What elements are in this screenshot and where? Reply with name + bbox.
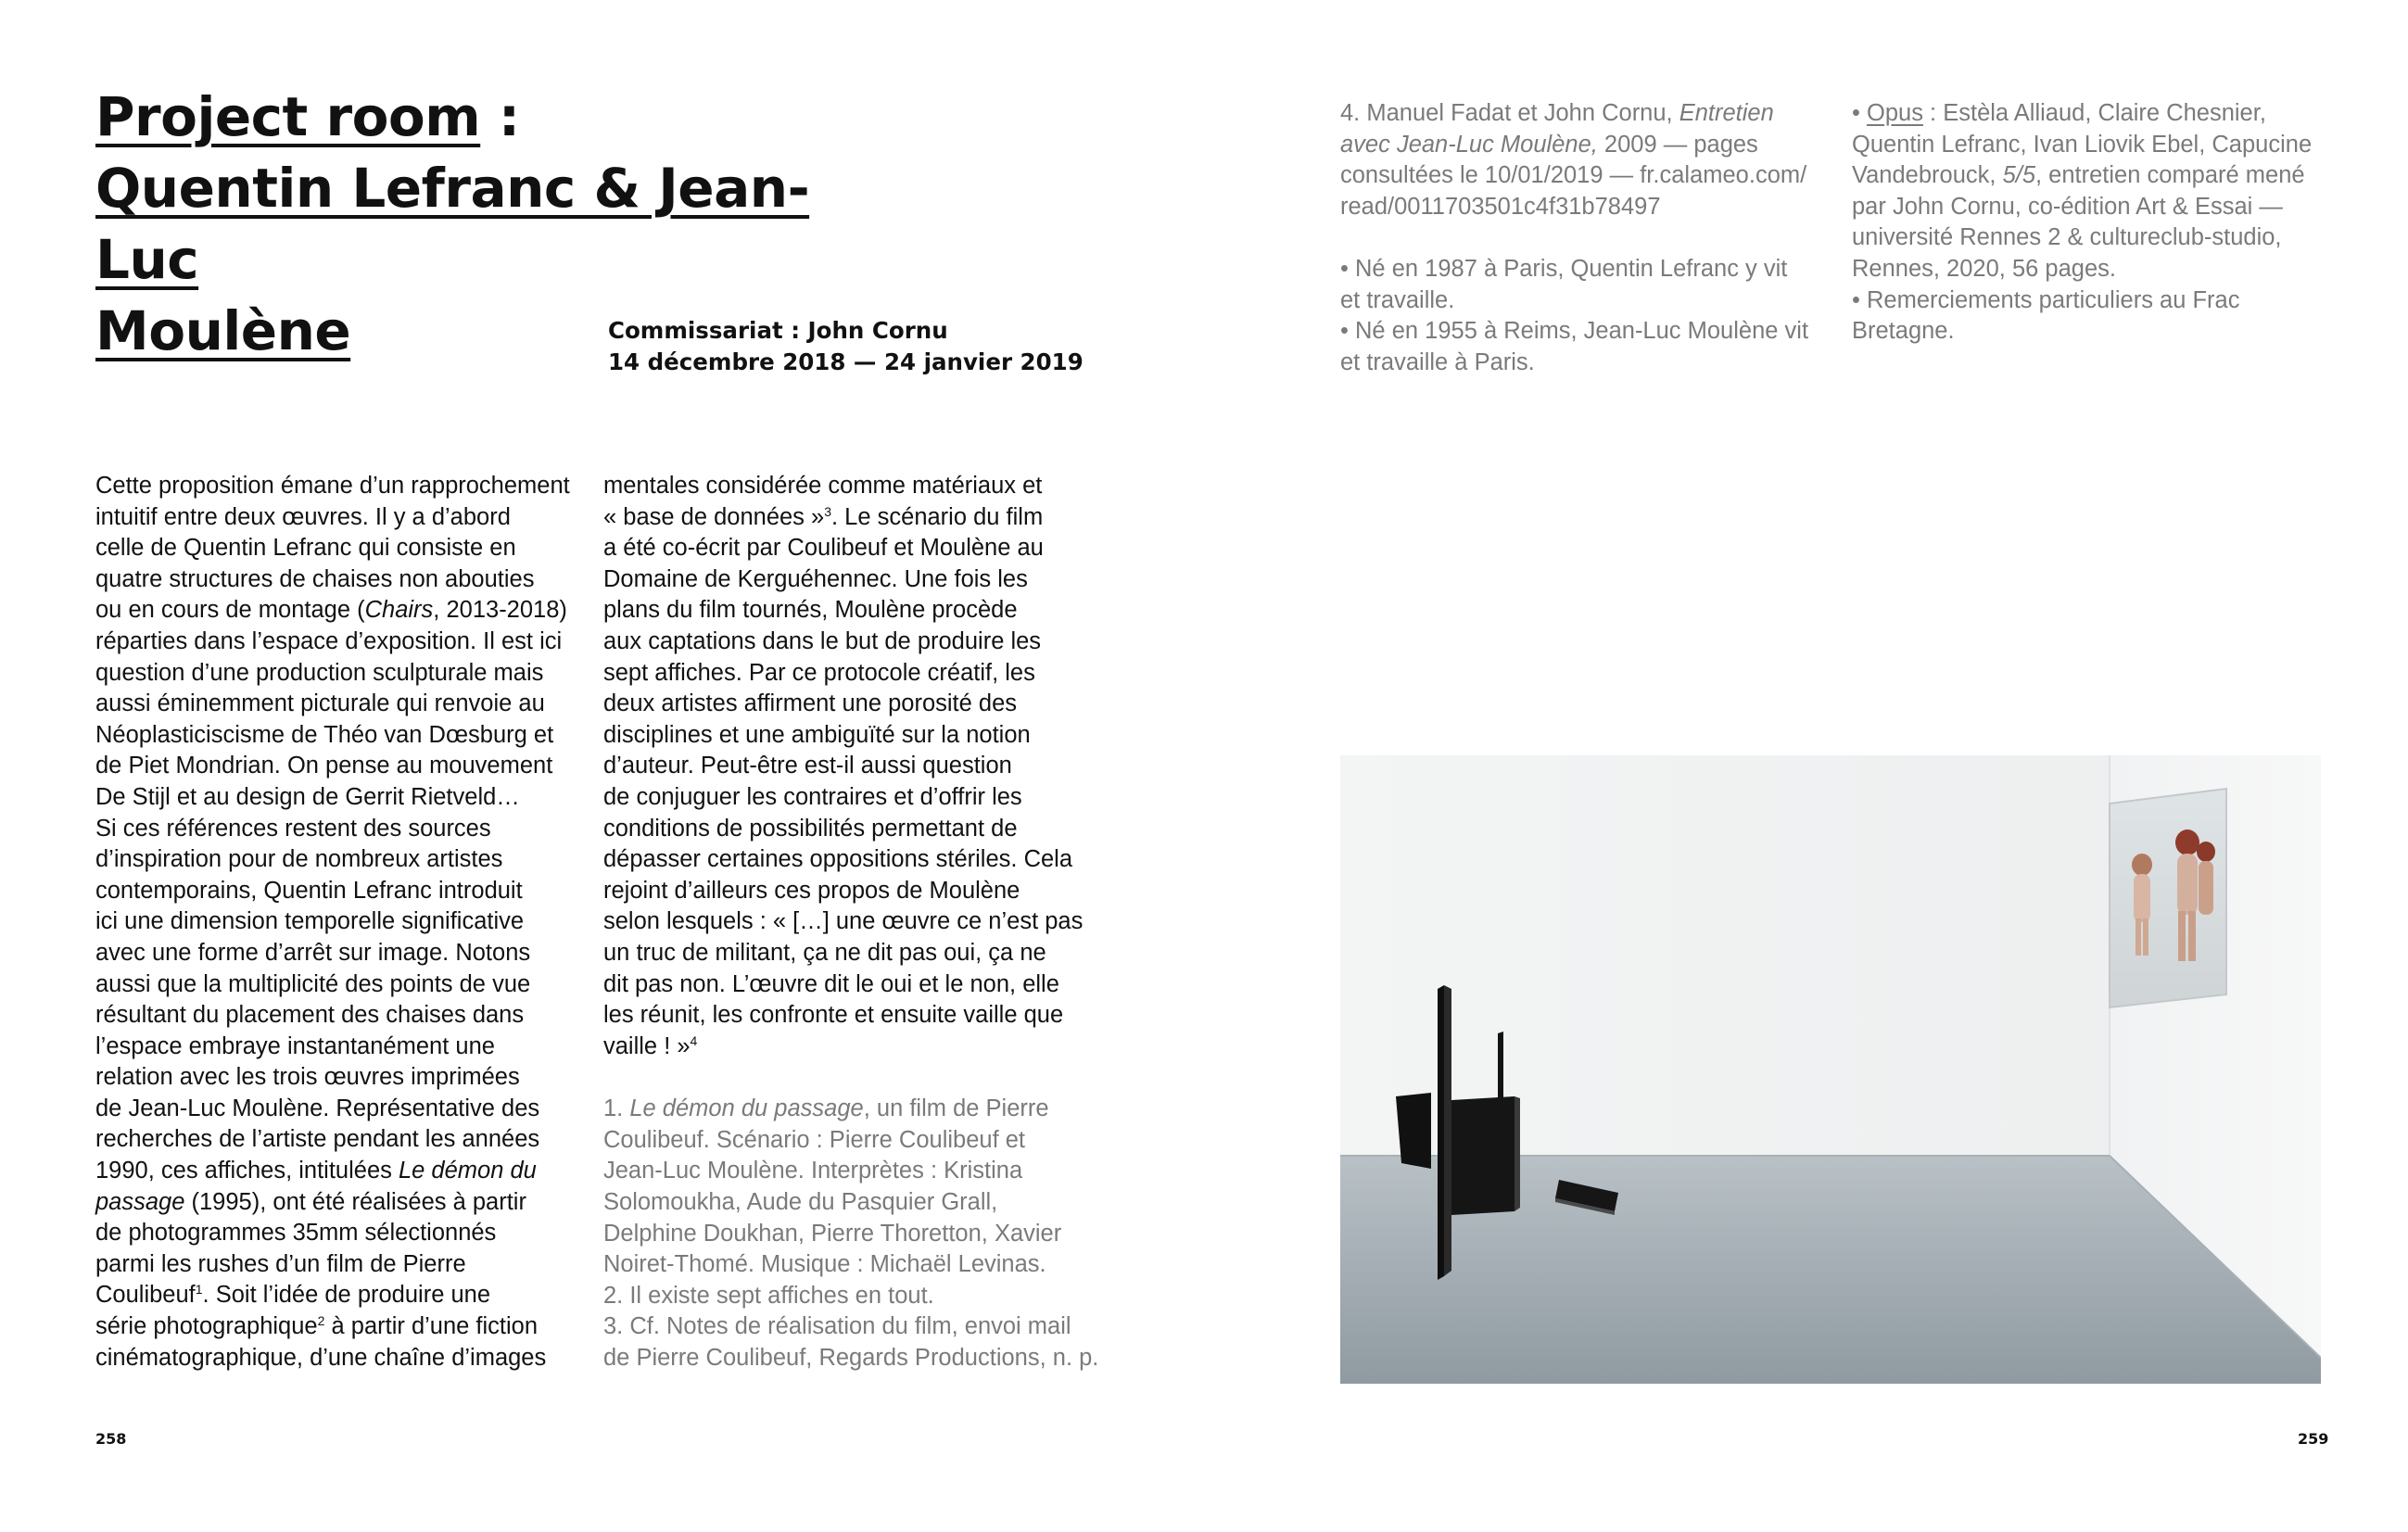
text-line: plans du film tournés, Moulène procède bbox=[603, 597, 1018, 624]
text-line: Néoplasticiscisme de Théo van Dœsburg et bbox=[95, 721, 554, 748]
text-line: d’auteur. Peut-être est-il aussi question bbox=[603, 753, 1012, 779]
text-line: « base de données »$^3$. Le scénario du film bbox=[603, 503, 1044, 530]
credit-line: Vandebrouck, 5/5, entretien comparé mené bbox=[1852, 162, 2305, 189]
text-line: 1990, ces affiches, intitulées Le démon du bbox=[95, 1158, 537, 1184]
text-line: a été co-écrit par Coulibeuf et Moulène au bbox=[603, 535, 1044, 562]
text-line: De Stijl et au design de Gerrit Rietveld… bbox=[95, 783, 520, 810]
text-line: celle de Quentin Lefranc qui consiste en bbox=[95, 535, 516, 562]
exhibition-dates: 14 décembre 2018 — 24 janvier 2019 bbox=[608, 348, 1084, 375]
curator-label: Commissariat : John Cornu bbox=[608, 317, 948, 344]
text-line: avec une forme d’arrêt sur image. Notons bbox=[95, 939, 531, 966]
text-line: résultant du placement des chaises dans bbox=[95, 1002, 525, 1029]
footnote-line: Solomoukha, Aude du Pasquier Grall, bbox=[603, 1189, 998, 1216]
work-title-demon: Le démon du bbox=[398, 1158, 537, 1184]
text-line: conditions de possibilités permettant de bbox=[603, 815, 1018, 842]
body-column-2 bbox=[603, 471, 1099, 1374]
text-line: réparties dans l’espace d’exposition. Il est ici bbox=[95, 627, 563, 654]
bio-line: • Né en 1987 à Paris, Quentin Lefranc y vit bbox=[1340, 255, 1788, 282]
text-line: selon lesquels : « […] une œuvre ce n’est pas bbox=[603, 908, 1084, 935]
note-line: avec Jean-Luc Moulène, 2009 — pages bbox=[1340, 131, 1758, 158]
footnote-line: Delphine Doukhan, Pierre Thoretton, Xavier bbox=[603, 1220, 1062, 1247]
text-line: rejoint d’ailleurs ces propos de Moulène bbox=[603, 877, 1020, 904]
footnote-line: Jean-Luc Moulène. Interprètes : Kristina bbox=[603, 1158, 1023, 1184]
text-line: dépasser certaines oppositions stériles. Cela bbox=[603, 846, 1073, 873]
text-line: recherches de l’artiste pendant les années bbox=[95, 1126, 540, 1153]
bio-line: et travaille à Paris. bbox=[1340, 348, 1535, 375]
text-line: Si ces références restent des sources bbox=[95, 815, 491, 842]
footnote-line: 1. Le démon du passage, un film de Pierre bbox=[603, 1095, 1049, 1122]
note-line: read/0011703501c4f31b78497 bbox=[1340, 193, 1661, 220]
note-4-block bbox=[1340, 98, 1822, 378]
text-line: vaille ! »$^4$ bbox=[603, 1032, 698, 1059]
footnote-line: de Pierre Coulibeuf, Regards Productions, n. p. bbox=[603, 1345, 1099, 1372]
text-line: passage (1995), ont été réalisées à partir bbox=[95, 1188, 526, 1215]
text-line: de Jean-Luc Moulène. Représentative des bbox=[95, 1095, 540, 1121]
text-line: intuitif entre deux œuvres. Il y a d’abord bbox=[95, 503, 511, 530]
text-line: parmi les rushes d’un film de Pierre bbox=[95, 1250, 466, 1277]
text-line: d’inspiration pour de nombreux artistes bbox=[95, 846, 503, 873]
text-line: Domaine de Kerguéhennec. Une fois les bbox=[603, 565, 1028, 592]
opus-link[interactable]: Opus bbox=[1867, 100, 1923, 126]
title-line-1: Project room bbox=[95, 85, 481, 148]
text-line: quatre structures de chaises non abouties bbox=[95, 565, 535, 592]
text-line: série photographique$^2$ à partir d’une fiction bbox=[95, 1313, 539, 1340]
page-number-left: 258 bbox=[95, 1430, 127, 1448]
bio-line: • Né en 1955 à Reims, Jean-Luc Moulène vit bbox=[1340, 318, 1809, 345]
text-line: un truc de militant, ça ne dit pas oui, ça ne bbox=[603, 939, 1046, 966]
body-column-1 bbox=[95, 471, 577, 1374]
credits-block bbox=[1852, 98, 2334, 348]
credit-line: université Rennes 2 & cultureclub-studio, bbox=[1852, 224, 2282, 251]
text-line: Cette proposition émane d’un rapprochement bbox=[95, 473, 570, 499]
credit-line: • Opus : Estèla Alliaud, Claire Chesnier, bbox=[1852, 100, 2266, 126]
text-line: disciplines et une ambiguïté sur la notion bbox=[603, 721, 1031, 748]
text-line: aussi éminemment picturale qui renvoie au bbox=[95, 690, 545, 717]
title-line-2: Quentin Lefranc & Jean-Luc bbox=[95, 157, 810, 291]
text-line: ou en cours de montage (Chairs, 2013-2018) bbox=[95, 597, 567, 624]
text-line: aussi que la multiplicité des points de vue bbox=[95, 970, 531, 997]
text-line: les réunit, les confronte et ensuite vaille que bbox=[603, 1002, 1064, 1029]
footnote-ref-1: 1 bbox=[195, 1282, 203, 1298]
text-line: sept affiches. Par ce protocole créatif, les bbox=[603, 659, 1035, 686]
exhibition-photo bbox=[1340, 755, 2321, 1384]
text-line: mentales considérée comme matériaux et bbox=[603, 473, 1043, 499]
work-title-chairs: Chairs bbox=[364, 597, 434, 624]
page-number-right: 259 bbox=[2298, 1430, 2329, 1448]
note-line: consultées le 10/01/2019 — fr.calameo.com/ bbox=[1340, 162, 1807, 189]
footnote-line: Coulibeuf. Scénario : Pierre Coulibeuf et bbox=[603, 1126, 1026, 1153]
text-line: contemporains, Quentin Lefranc introduit bbox=[95, 877, 523, 904]
bio-line: et travaille. bbox=[1340, 286, 1455, 313]
credit-line: • Remerciements particuliers au Frac bbox=[1852, 286, 2240, 313]
footnote-line: Noiret-Thomé. Musique : Michaël Levinas. bbox=[603, 1251, 1046, 1278]
text-line: dit pas non. L’œuvre dit le oui et le non, elle bbox=[603, 970, 1059, 997]
text-line: ici une dimension temporelle significative bbox=[95, 908, 525, 935]
note-line: 4. Manuel Fadat et John Cornu, Entretien bbox=[1340, 100, 1774, 126]
poster-artwork bbox=[2110, 789, 2226, 1007]
title-line-3: Moulène bbox=[95, 299, 351, 362]
text-line: aux captations dans le but de produire les bbox=[603, 627, 1042, 654]
footnote-line: 3. Cf. Notes de réalisation du film, envoi mail bbox=[603, 1313, 1071, 1340]
text-line: deux artistes affirment une porosité des bbox=[603, 690, 1018, 717]
credit-line: Rennes, 2020, 56 pages. bbox=[1852, 255, 2116, 282]
title-colon: : bbox=[480, 85, 520, 148]
text-line: cinématographique, d’une chaîne d’images bbox=[95, 1344, 547, 1371]
footnotes bbox=[603, 1094, 1099, 1374]
footnote-ref-3: 3 bbox=[824, 503, 832, 519]
footnote-ref-2: 2 bbox=[317, 1313, 325, 1329]
text-line: de Piet Mondrian. On pense au mouvement bbox=[95, 753, 553, 779]
text-line: de conjuguer les contraires et d’offrir les bbox=[603, 783, 1022, 810]
text-line: de photogrammes 35mm sélectionnés bbox=[95, 1220, 497, 1247]
credit-line: Quentin Lefranc, Ivan Liovik Ebel, Capucine bbox=[1852, 131, 2313, 158]
text-line: Coulibeuf$^1$. Soit l’idée de produire une bbox=[95, 1282, 491, 1309]
curator-block bbox=[608, 315, 1084, 378]
text-line: l’espace embraye instantanément une bbox=[95, 1032, 495, 1059]
footnote-ref-4: 4 bbox=[690, 1032, 698, 1048]
text-line: question d’une production sculpturale mais bbox=[95, 659, 544, 686]
text-line: relation avec les trois œuvres imprimées bbox=[95, 1064, 520, 1091]
footnote-line: 2. Il existe sept affiches en tout. bbox=[603, 1282, 934, 1309]
credit-line: Bretagne. bbox=[1852, 318, 1955, 345]
credit-line: par John Cornu, co-édition Art & Essai — bbox=[1852, 193, 2283, 220]
